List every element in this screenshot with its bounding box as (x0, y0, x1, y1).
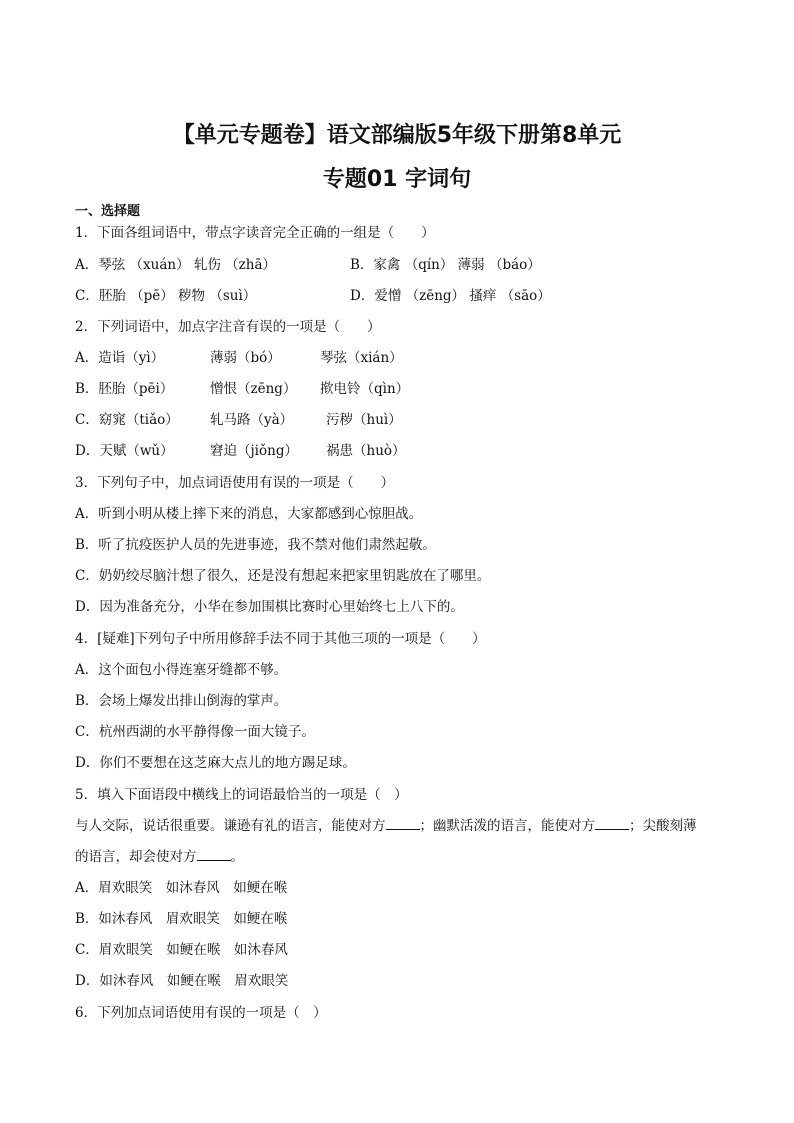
passage-text: ；尖酸刻薄 (629, 818, 697, 834)
question-2-a-word-1: A．造诣（yì） (75, 350, 165, 366)
question-4-option-d: D．你们不要想在这芝麻大点儿的地方踢足球。 (75, 755, 356, 771)
passage-text: 与人交际，说话很重要。谦逊有礼的语言，能使对方 (75, 818, 386, 834)
question-2-b-word-1: B．胚胎（pēi） (75, 381, 174, 397)
question-2-a-word-3: 琴弦（xián） (320, 350, 403, 366)
question-5-option-d: D．如沐春风 如鲠在喉 眉欢眼笑 (75, 973, 289, 989)
passage-text: 。 (230, 849, 244, 865)
question-1-option-d: D．爱憎 （zēng） 搔痒 （sāo） (350, 288, 551, 304)
question-2-b-word-2: 憎恨（zēng） (210, 381, 297, 397)
fill-blank (595, 817, 629, 830)
fill-blank (197, 848, 231, 861)
section-heading: 一、选择题 (75, 204, 141, 219)
question-5-passage-line-2 (75, 848, 244, 866)
passage-text: ；幽默活泼的语言，能使对方 (419, 818, 595, 834)
question-2-c-word-3: 污秽（huì） (326, 412, 402, 428)
question-1-option-c: C．胚胎 （pē） 秽物 （suì） (75, 288, 257, 304)
question-2-stem: 2．下列词语中，加点字注音有误的一项是（ ） (75, 319, 381, 335)
question-4-option-a: A．这个面包小得连塞牙缝都不够。 (75, 662, 288, 678)
page-title: 【单元专题卷】语文部编版5年级下册第8单元 (172, 123, 622, 148)
question-2-d-word-3: 祸患（huò） (326, 443, 406, 459)
question-6-stem: 6．下列加点词语使用有误的一项是（ ） (75, 1005, 327, 1021)
question-1-stem: 1．下面各组词语中，带点字读音完全正确的一组是（ ） (75, 225, 435, 241)
question-2-d-word-1: D．天赋（wǔ） (75, 443, 174, 459)
question-2-a-word-2: 薄弱（bó） (210, 350, 281, 366)
question-3-option-a: A．听到小明从楼上摔下来的消息，大家都感到心惊胆战。 (75, 506, 423, 522)
question-5-passage-line-1 (75, 817, 697, 835)
question-4-stem: 4．[疑难]下列句子中所用修辞手法不同于其他三项的一项是（ ） (75, 631, 486, 647)
question-3-option-c: C．奶奶绞尽脑汁想了很久，还是没有想起来把家里钥匙放在了哪里。 (75, 568, 491, 584)
question-3-stem: 3．下列句子中，加点词语使用有误的一项是（ ） (75, 475, 395, 491)
question-1-option-b: B．家禽 （qín） 薄弱 （báo） (350, 257, 541, 273)
question-3-option-b: B．听了抗疫医护人员的先进事迹，我不禁对他们肃然起敬。 (75, 537, 436, 553)
question-2-b-word-3: 揿电铃（qìn） (320, 381, 410, 397)
fill-blank (386, 817, 420, 830)
question-2-c-word-2: 轧马路（yà） (210, 412, 294, 428)
question-2-d-word-2: 窘迫（jiǒng） (210, 443, 298, 459)
question-4-option-c: C．杭州西湖的水平静得像一面大镜子。 (75, 724, 315, 740)
question-5-option-b: B．如沐春风 眉欢眼笑 如鲠在喉 (75, 911, 288, 927)
question-5-stem: 5．填入下面语段中横线上的词语最恰当的一项是（ ） (75, 787, 408, 803)
question-4-option-b: B．会场上爆发出排山倒海的掌声。 (75, 693, 288, 709)
question-5-option-c: C．眉欢眼笑 如鲠在喉 如沐春风 (75, 942, 288, 958)
question-3-option-d: D．因为准备充分，小华在参加围棋比赛时心里始终七上八下的。 (75, 599, 464, 615)
page-subtitle: 专题01 字词句 (322, 167, 472, 192)
question-1-option-a: A．琴弦 （xuán） 轧伤 （zhā） (75, 257, 277, 273)
question-2-c-word-1: C．窈窕（tiǎo） (75, 412, 179, 428)
passage-text: 的语言，却会使对方 (75, 849, 197, 865)
question-5-option-a: A．眉欢眼笑 如沐春风 如鲠在喉 (75, 880, 288, 896)
